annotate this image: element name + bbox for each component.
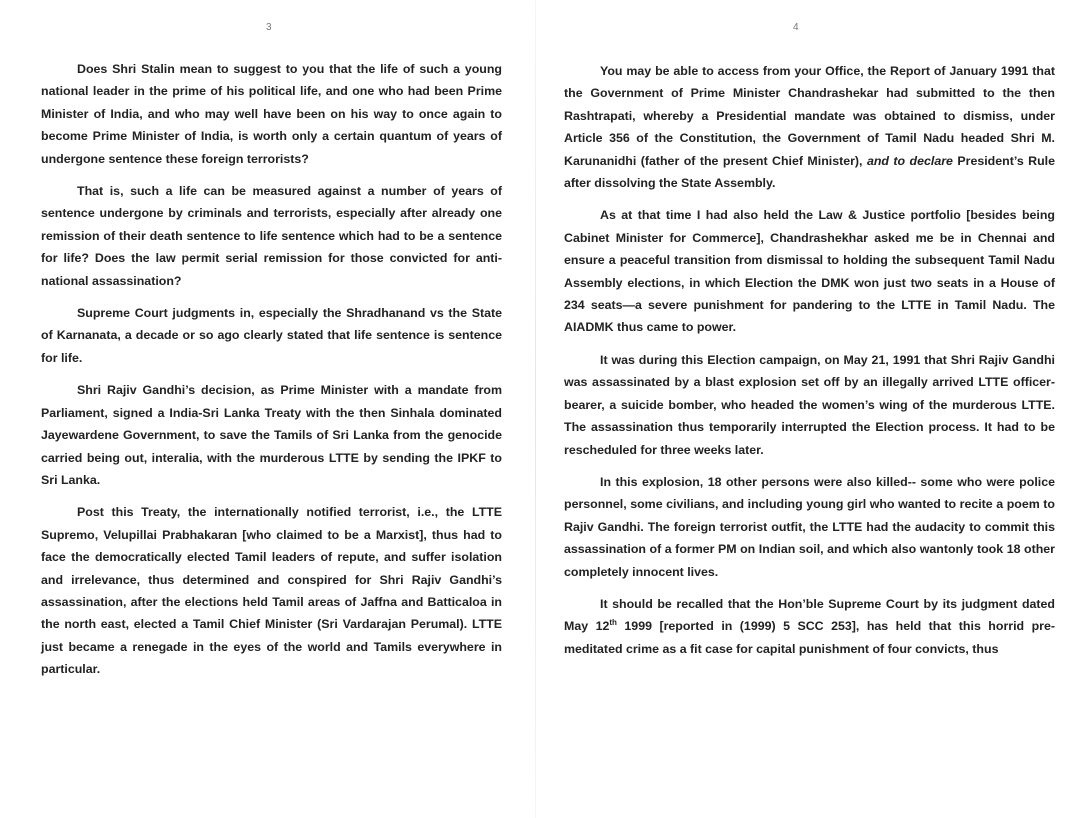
page-number-left: 3 <box>266 22 272 33</box>
left-paragraph-1: Does Shri Stalin mean to suggest to you that the life of such a young national leader in the prime of his political life, and one who had been Prime Minister of India, and who may well have been on his way to once again to become Prime Minister of India, is worth only a certain quantum of years of undergone sentence these foreign terrorists? <box>41 62 502 166</box>
page-number-right: 4 <box>793 22 799 33</box>
page-left <box>0 0 536 818</box>
left-paragraph-2: That is, such a life can be measured against a number of years of sentence undergone by criminals and terrorists, especially after already one remission of their death sentence to life sentence which had to be a sentence for life? Does the law permit serial remission for those convicted for anti-national assassination? <box>41 184 502 288</box>
left-page-body <box>41 58 502 691</box>
right-paragraph-3: It was during this Election campaign, on May 21, 1991 that Shri Rajiv Gandhi was assassinated by a blast explosion set off by an illegally arrived LTTE officer-bearer, a suicide bomber, who headed the women’s wing of the murderous LTTE. The assassination thus temporarily interrupted the Election process. It had to be rescheduled for three weeks later. <box>564 352 1055 457</box>
right-paragraph-1-italic: and to declare <box>866 153 953 168</box>
left-paragraph-5: Post this Treaty, the internationally notified terrorist, i.e., the LTTE Supremo, Velupillai Prabhakaran [who claimed to be a Marxist], thus had to face the democratically elected Tamil leaders of repute, and suffer isolation and irrelevance, thus determined and conspired for Shri Rajiv Gandhi’s assassination, after the elections held Tamil areas of Jaffna and Batticaloa in the north east, elected a Tamil Chief Minister (Sri Vardarajan Perumal). LTTE just became a renegade in the eyes of the world and Tamils everywhere in particular. <box>41 505 502 677</box>
left-paragraph-3: Supreme Court judgments in, especially the Shradhanand vs the State of Karnanata, a decade or so ago clearly stated that life sentence is sentence for life. <box>41 306 502 365</box>
right-paragraph-5 <box>564 593 1055 660</box>
right-paragraph-5-end: 1999 [reported in (1999) 5 SCC 253], has held that this horrid pre-meditated crime as a fit case for capital punishment of four convicts, thus <box>564 619 1055 656</box>
right-paragraph-4: In this explosion, 18 other persons were also killed-- some who were police personnel, some civilians, and including young girl who wanted to recite a poem to Rajiv Gandhi. The foreign terrorist outfit, the LTTE had the audacity to commit this assassination of a former PM on Indian soil, and which also wantonly took 18 other completely innocent lives. <box>564 474 1055 579</box>
page-right <box>536 0 1073 818</box>
right-page-body <box>564 60 1055 670</box>
left-paragraph-4: Shri Rajiv Gandhi’s decision, as Prime Minister with a mandate from Parliament, signed a India-Sri Lanka Treaty with the then Sinhala dominated Jayewardene Government, to save the Tamils of Sri Lanka from the genocide carried being out, interalia, with the murderous LTTE by sending the IPKF to Sri Lanka. <box>41 383 502 487</box>
right-paragraph-5-start: It should be recalled that the Hon’ble Supreme Court by its judgment dated May 12 <box>564 596 1055 634</box>
right-paragraph-1-end: President’s Rule after dissolving the State Assembly. <box>564 153 1055 191</box>
right-paragraph-1-main: You may be able to access from your Office, the Report of January 1991 that the Government of Prime Minister Chandrashekar had submitted to the then Rashtrapati, whereby a Presidential mandate was obtained to dismiss, under Article 356 of the Constitution, the Government of Tamil Nadu headed Shri M. Karunanidhi (father of the present Chief Minister), <box>564 64 1055 168</box>
right-paragraph-2: As at that time I had also held the Law & Justice portfolio [besides being Cabinet Minister for Commerce], Chandrashekhar asked me be in Chennai and ensure a peaceful transition from dismissal to holding the subsequent Tamil Nadu Assembly elections, in which Election the DMK won just two seats in a House of 234 seats—a severe punishment for pandering to the LTTE in Tamil Nadu. The AIADMK thus came to power. <box>564 208 1055 335</box>
right-paragraph-1 <box>564 60 1055 194</box>
right-paragraph-5-superscript: th <box>609 618 617 628</box>
